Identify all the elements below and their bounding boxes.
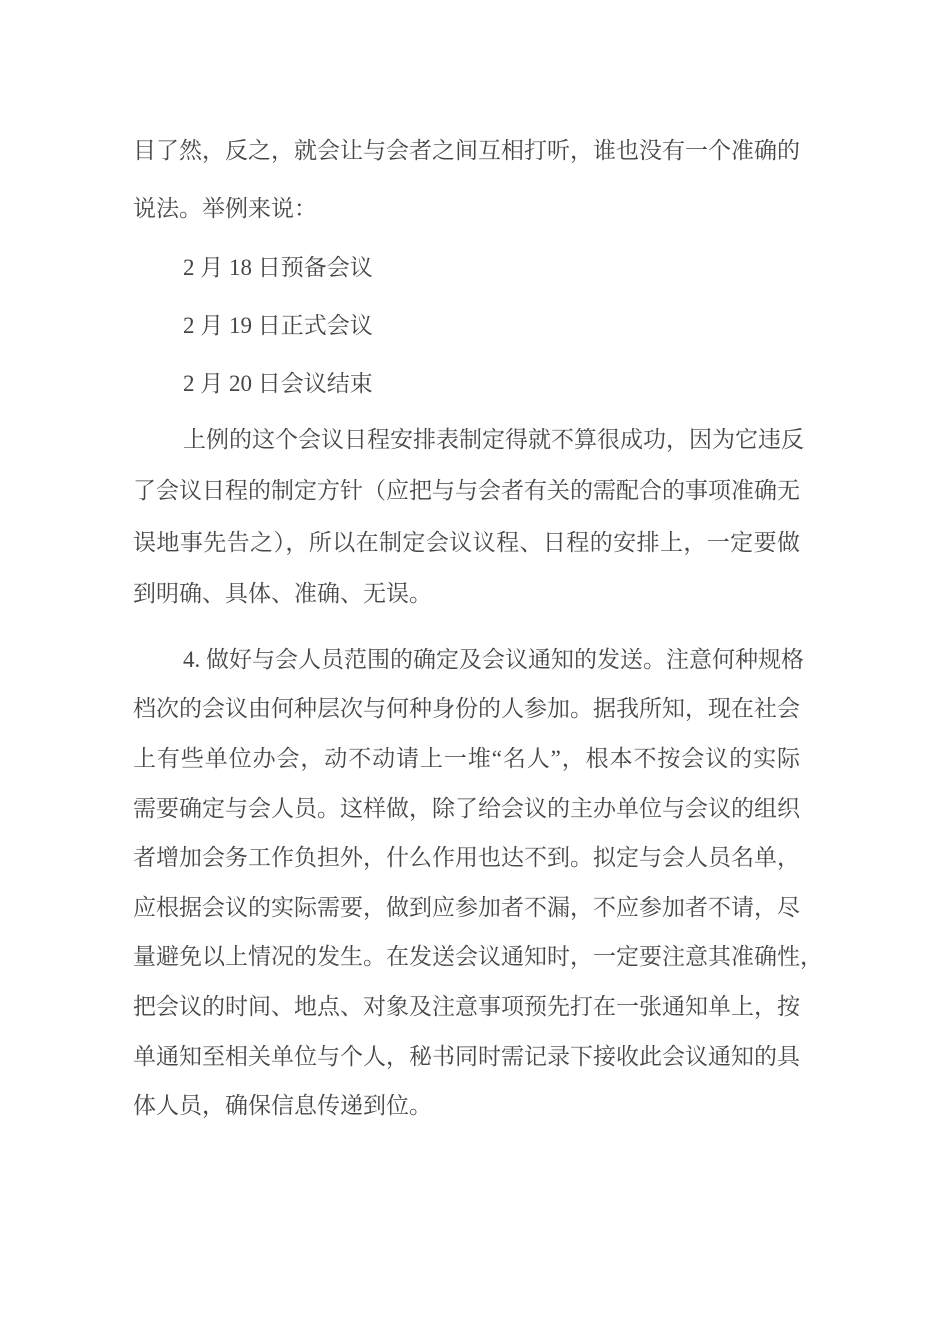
text-line: 把会议的时间、地点、对象及注意事项预先打在一张通知单上，按 bbox=[133, 994, 800, 1020]
text-line: 量避免以上情况的发生。在发送会议通知时，一定要注意其准确性， bbox=[133, 944, 823, 970]
text-line: 者增加会务工作负担外，什么作用也达不到。拟定与会人员名单， bbox=[133, 845, 800, 871]
text-line: 2 月 20 日会议结束 bbox=[183, 371, 373, 396]
text-line: 应根据会议的实际需要，做到应参加者不漏，不应参加者不请，尽 bbox=[133, 894, 800, 920]
text-line: 误地事先告之），所以在制定会议议程、日程的安排上，一定要做 bbox=[133, 529, 800, 555]
text-line: 到明确、具体、准确、无误。 bbox=[133, 581, 432, 607]
text-line: 目了然，反之，就会让与会者之间互相打听，谁也没有一个准确的 bbox=[133, 138, 800, 163]
paragraph bbox=[133, 414, 804, 620]
text-line: 上例的这个会议日程安排表制定得就不算很成功，因为它违反 bbox=[183, 426, 804, 452]
text-line: 档次的会议由何种层次与何种身份的人参加。据我所知，现在社会 bbox=[133, 696, 800, 722]
paragraph bbox=[133, 239, 800, 297]
text-line: 说法。举例来说： bbox=[133, 196, 317, 221]
paragraph bbox=[133, 635, 823, 1131]
text-line: 4. 做好与会人员范围的确定及会议通知的发送。注意何种规格 bbox=[183, 646, 804, 672]
paragraph bbox=[133, 297, 800, 355]
paragraph bbox=[133, 122, 800, 238]
paragraph bbox=[133, 355, 800, 413]
text-line: 单通知至相关单位与个人，秘书同时需记录下接收此会议通知的具 bbox=[133, 1043, 800, 1069]
text-line: 上有些单位办会，动不动请上一堆“名人”，根本不按会议的实际 bbox=[133, 746, 800, 772]
text-line: 2 月 18 日预备会议 bbox=[183, 255, 373, 280]
text-line: 体人员，确保信息传递到位。 bbox=[133, 1093, 432, 1119]
text-line: 了会议日程的制定方针（应把与与会者有关的需配合的事项准确无 bbox=[133, 478, 800, 504]
text-line: 2 月 19 日正式会议 bbox=[183, 313, 373, 338]
text-line: 需要确定与会人员。这样做，除了给会议的主办单位与会议的组织 bbox=[133, 795, 800, 821]
